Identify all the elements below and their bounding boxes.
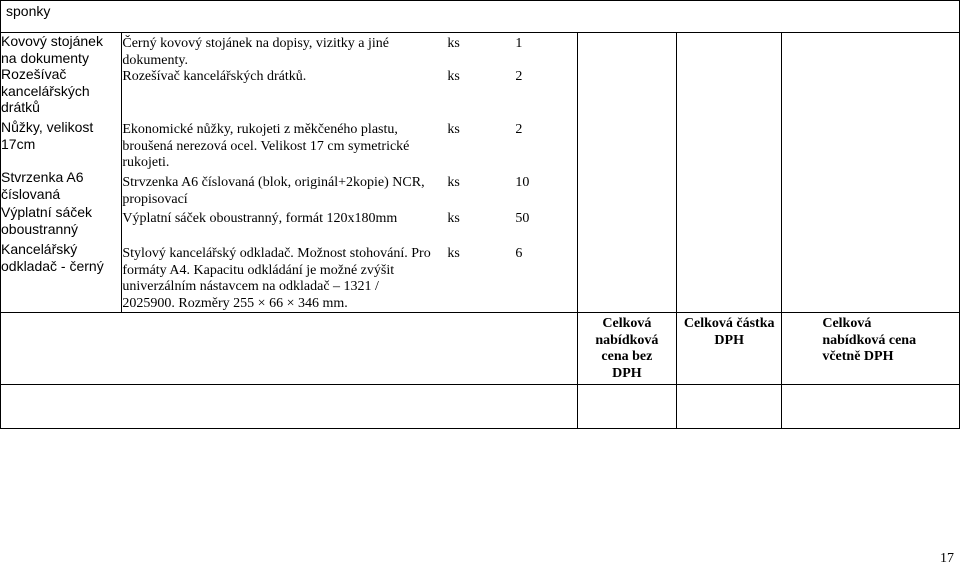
item-unit: ks <box>447 211 460 226</box>
item-unit: ks <box>447 122 460 137</box>
items-row <box>1 33 960 313</box>
item-names-cell <box>1 33 122 313</box>
item-detail-row <box>122 246 576 312</box>
item-detail-row <box>122 36 576 69</box>
item-name: Nůžky, velikost 17cm <box>1 119 94 152</box>
item-description: Strvzenka A6 číslovaná (blok, originál+2kopie) NCR, propisovací <box>122 175 425 207</box>
empty-cell <box>577 33 676 313</box>
empty-cell <box>677 33 782 313</box>
item-detail-row <box>122 211 576 246</box>
vat-amount-label: Celková částka DPH <box>677 313 782 385</box>
item-description: Stylový kancelářský odkladač. Možnost stohování. Pro formáty A4. Kapacitu odkládání je možné zvýšit univerzálním nástavcem na odkladač – 1321 / 2025900. Rozměry 255 × 66 × 346 mm. <box>122 246 431 311</box>
totals-values-row <box>1 385 960 429</box>
item-quantity: 6 <box>515 246 523 261</box>
item-name: Výplatní sáček oboustranný <box>1 204 93 237</box>
item-detail-row <box>122 122 576 175</box>
item-name: Stvrzenka A6 číslovaná <box>1 169 84 202</box>
item-quantity: 50 <box>515 211 530 226</box>
item-description: Černý kovový stojánek na dopisy, vizitky a jiné dokumenty. <box>122 36 389 68</box>
page-number: 17 <box>940 551 954 566</box>
item-details-cell <box>122 33 577 313</box>
total-without-vat-label: Celková nabídková cena bez DPH <box>577 313 676 385</box>
totals-header-row <box>1 313 960 385</box>
item-name: Rozešívač kancelářských drátků <box>1 66 90 115</box>
total-without-vat-value[interactable] <box>577 385 676 429</box>
item-quantity: 1 <box>515 36 523 51</box>
item-description: Ekonomické nůžky, rukojeti z měkčeného plastu, broušená nerezová ocel. Velikost 17 cm symetrické rukojeti. <box>122 122 410 170</box>
item-quantity: 2 <box>515 69 523 84</box>
item-description: Rozešívač kancelářských drátků. <box>122 69 307 84</box>
item-name: Kancelářský odkladač - černý <box>1 241 104 274</box>
item-quantity: 10 <box>515 175 530 190</box>
item-name: Kovový stojánek na dokumenty <box>1 33 103 66</box>
total-with-vat-label: Celková nabídková cena včetně DPH <box>782 313 960 385</box>
item-quantity: 2 <box>515 122 523 137</box>
item-detail-row <box>122 175 576 211</box>
item-detail-row <box>122 69 576 122</box>
empty-cell <box>782 33 960 313</box>
item-unit: ks <box>447 175 460 190</box>
vat-amount-value[interactable] <box>677 385 782 429</box>
item-description: Výplatní sáček oboustranný, formát 120x180mm <box>122 211 398 226</box>
empty-cell <box>1 385 578 429</box>
item-unit: ks <box>447 246 460 261</box>
category-title: sponky <box>1 1 960 33</box>
category-header-row <box>1 1 960 33</box>
empty-cell <box>1 313 578 385</box>
total-with-vat-value[interactable] <box>782 385 960 429</box>
item-unit: ks <box>447 69 460 84</box>
item-unit: ks <box>447 36 460 51</box>
